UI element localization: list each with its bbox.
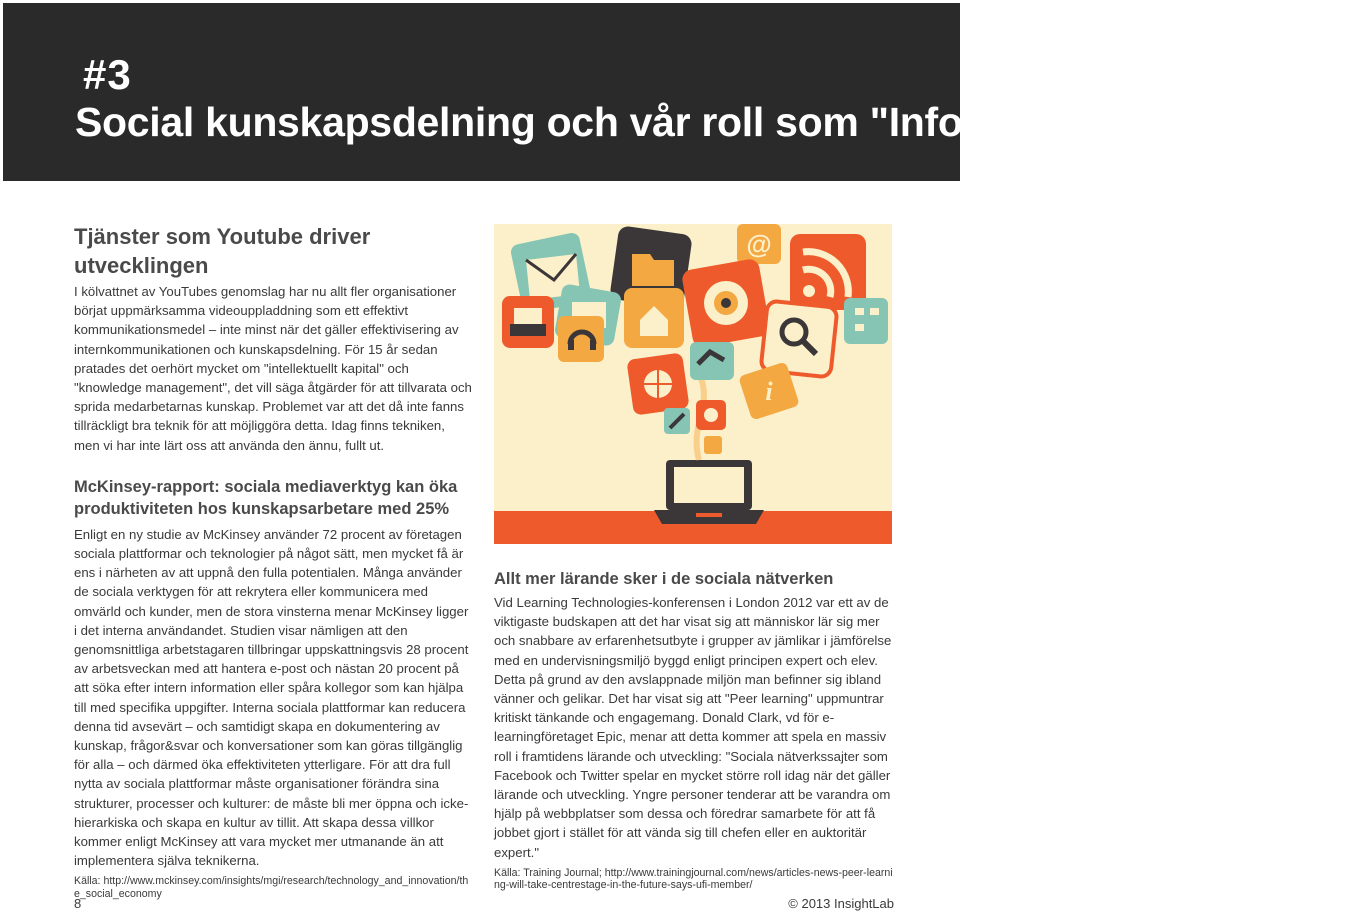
target-icon: [681, 258, 771, 348]
section-number: #3: [83, 51, 132, 98]
network-icon: [844, 298, 888, 344]
page-title: Social kunskapsdelning och vår roll som "Informationsförmedlare": [75, 99, 1361, 145]
hands-icon: [690, 342, 734, 380]
section-body-learning: Vid Learning Technologies-konferensen i London 2012 var ett av de viktigaste budskapen att det har visat sig att människor lär sig mer och snabbare av erfarenhetsutbyte i grupper av jämlikar i jämförelse med en undervisningsmiljö byggd enligt principen expert och elev. Detta på grund av den avslappnade miljön man befinner sig ibland vänner och gelikar. Det har visat sig att "Peer learning" uppmuntrar kritiskt tänkande och engagemang. Donald Clark, vd för e-learningföretaget Epic, menar att detta kommer att spela en massiv roll i framtidens lärande och utveckling: "Sociala nätverkssajter som Facebook och Twitter spelar en mycket större roll idag när det gäller lärande och utveckling. Yngre personer tenderar att be varandra om hjälp på webbplatser som dessa och föredrar samarbete för att få jobbet gjort i stället för att vända sig till chefen eller en auktoritär expert.": [494, 595, 892, 860]
headset-icon: [558, 316, 604, 362]
page-number: 8: [74, 896, 82, 911]
copyright: © 2013 InsightLab: [788, 896, 894, 911]
section-body-youtube: I kölvattnet av YouTubes genomslag har nu allt fler organisationer börjat uppmärksamma videouppladdning som ett effektivt kommunikationsmedel – inte minst när det gäller effektivisering av internkommunikationen och kunskapsdelning. För 15 år sedan pratades det oerhört mycket om "intellektuellt kapital" och "knowledge management", det vill säga åtgärder för att tillvarata och sprida medarbetarnas kunskap. Problemet var att det då inte fanns tillräckligt bra teknik för att möjliggöra detta. Idag finns tekniken, men vi har inte lärt oss att använda den ännu, fullt ut.: [74, 284, 472, 453]
laptop-icon: [654, 460, 764, 524]
source-mckinsey: Källa: http://www.mckinsey.com/insights/mgi/research/technology_and_innovation/the_social_economy: [74, 875, 469, 900]
right-column: [494, 568, 894, 892]
globe-icon: [626, 352, 689, 415]
printer-icon: [502, 296, 554, 348]
illustration-svg: [494, 224, 892, 544]
section-heading-learning: Allt mer lärande sker i de sociala nätverken: [494, 570, 834, 588]
svg-text:@: @: [746, 229, 772, 259]
section-heading-youtube: Tjänster som Youtube driver utvecklingen: [74, 224, 371, 278]
pencil-icon: [664, 408, 690, 434]
chat-icon: [696, 400, 726, 430]
home-icon: [624, 288, 684, 348]
left-column: [74, 222, 474, 900]
source-training-journal: Källa: Training Journal; http://www.trainingjournal.com/news/articles-news-peer-learning-will-take-centrestage-in-the-future-says-ufi-member/: [494, 866, 893, 892]
at-icon: [737, 224, 781, 264]
section-body-mckinsey: Enligt en ny studie av McKinsey använder 72 procent av företagen sociala plattformar och teknologier på något sätt, men mycket få är ens i närheten av att uppnå den fulla potentialen. Många använder de sociala verktygen för att rekrytera eller kommunicera med omvärld och kunder, men de stora vinsterna menar McKinsey ligger i det interna användandet. Studien visar nämligen att den genomsnittliga arbetstagaren tillbringar uppskattningsvis 28 procent av arbetsveckan med att hantera e-post och nästan 20 procent på att söka efter intern information eller spåra kollegor som kan hjälpa till med specifika uppgifter. Interna sociala plattformar kan reducera denna tid avsevärt – och samtidigt skapa en dokumentering av kunskap, frågor&svar och konversationer som kan göras tillgänglig för alla – och därmed öka effektiviteten ytterligare. För att dra full nytta av sociala plattformar måste organisationer förändra sina strukturer, processer och kulturer: de måste bli mer öppna och icke-hierarkiska och skapa en kultur av tillit. Att skapa dessa villkor kommer enligt McKinsey att vara mycket mer utmanande än att implementera själva teknikerna.: [74, 526, 469, 869]
svg-text:i: i: [765, 377, 773, 406]
section-heading-mckinsey: McKinsey-rapport: sociala mediaverktyg kan öka produktiviteten hos kunskapsarbetare med 25%: [74, 477, 458, 518]
social-media-illustration: [494, 224, 892, 544]
header-banner: [3, 3, 1361, 181]
small-square-icon: [704, 436, 722, 454]
